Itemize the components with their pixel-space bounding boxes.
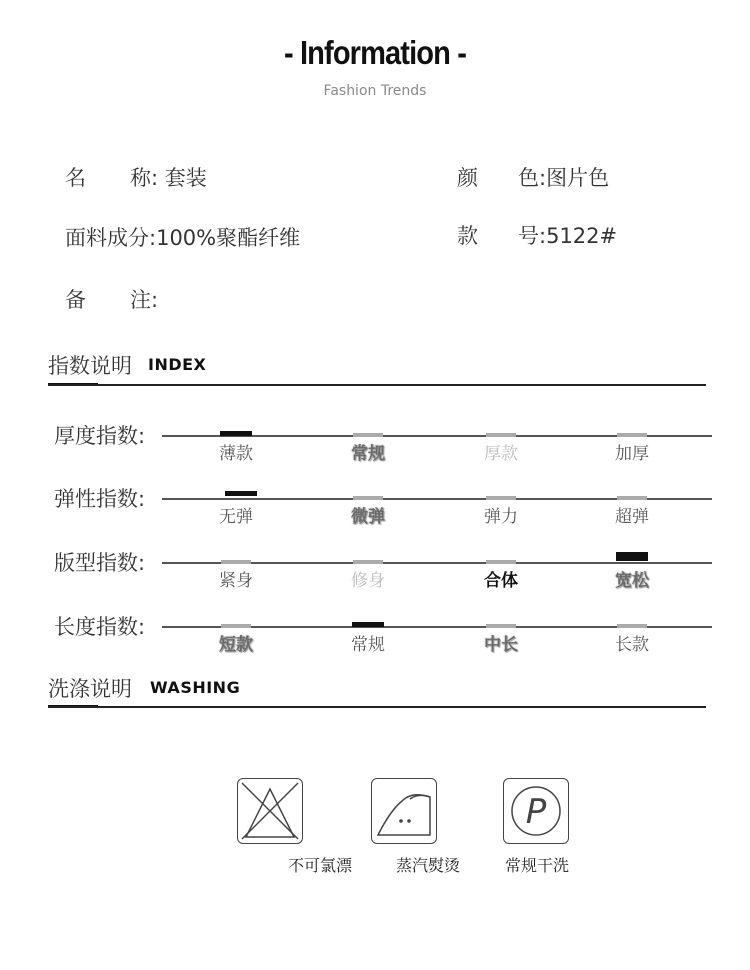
no-bleach-icon [237, 778, 303, 844]
index-label: 弹性指数: [54, 487, 146, 511]
page-subtitle: Fashion Trends [323, 83, 427, 99]
name-value: 套装 [164, 166, 207, 190]
index-option: 微弹 [351, 507, 385, 527]
index-option: 紧身 [219, 571, 253, 591]
care-label-dry-clean: 常规干洗 [505, 856, 570, 875]
color-label-a: 颜 [457, 166, 478, 190]
index-rule [48, 384, 706, 386]
index-option: 常规 [351, 635, 385, 655]
index-marker [617, 496, 647, 500]
index-marker-selected [616, 552, 648, 561]
index-option: 弹力 [484, 507, 518, 527]
index-label: 厚度指数: [54, 424, 146, 448]
dry-clean-p-icon [503, 778, 569, 844]
style-row [457, 220, 617, 250]
index-option: 厚款 [484, 444, 518, 464]
index-option: 宽松 [615, 571, 649, 591]
note-row [65, 284, 158, 314]
index-option: 中长 [484, 635, 518, 655]
index-marker [486, 496, 516, 500]
name-label-b: 称: [130, 166, 159, 190]
index-marker [353, 496, 383, 500]
index-option: 超弹 [615, 507, 649, 527]
name-label-a: 名 [65, 166, 86, 190]
fabric-row [65, 222, 300, 252]
index-option: 无弹 [219, 507, 253, 527]
washing-rule [48, 706, 706, 708]
index-title-en: INDEX [148, 355, 207, 374]
index-marker [221, 624, 251, 628]
note-label-b: 注: [130, 288, 159, 312]
care-label-steam-iron: 蒸汽熨烫 [396, 856, 461, 875]
color-value: 图片色 [546, 166, 610, 190]
index-marker [486, 560, 516, 564]
style-value: 5122# [546, 224, 618, 248]
index-marker-selected [225, 491, 257, 496]
index-option: 合体 [484, 571, 518, 591]
index-marker-selected [352, 622, 384, 627]
name-row [65, 162, 207, 192]
svg-text:P: P [525, 792, 547, 832]
note-label-a: 备 [65, 288, 86, 312]
index-option: 长款 [615, 635, 649, 655]
washing-title-en: WASHING [150, 678, 241, 697]
index-label: 长度指数: [54, 615, 146, 639]
index-marker [221, 560, 251, 564]
steam-iron-icon [371, 778, 437, 844]
color-row [457, 162, 609, 192]
page-title: - Information - [284, 34, 466, 71]
washing-title-cn: 洗涤说明 [48, 677, 132, 701]
index-option: 加厚 [615, 444, 649, 464]
index-option: 修身 [351, 571, 385, 591]
index-marker [486, 624, 516, 628]
index-option: 常规 [351, 444, 385, 464]
index-marker [353, 560, 383, 564]
index-marker [617, 624, 647, 628]
index-marker [486, 433, 516, 437]
color-label-b: 色: [518, 166, 547, 190]
index-option: 薄款 [219, 444, 253, 464]
care-label-no-bleach: 不可氯漂 [288, 856, 353, 875]
index-marker [617, 433, 647, 437]
index-label: 版型指数: [54, 551, 146, 575]
index-marker-selected [220, 431, 252, 436]
index-title-cn: 指数说明 [48, 354, 132, 378]
style-label-b: 号: [518, 224, 547, 248]
index-marker [353, 433, 383, 437]
fabric-value: 100%聚酯纤维 [156, 226, 301, 250]
fabric-label: 面料成分: [65, 226, 157, 250]
style-label-a: 款 [457, 224, 478, 248]
index-option: 短款 [219, 635, 253, 655]
